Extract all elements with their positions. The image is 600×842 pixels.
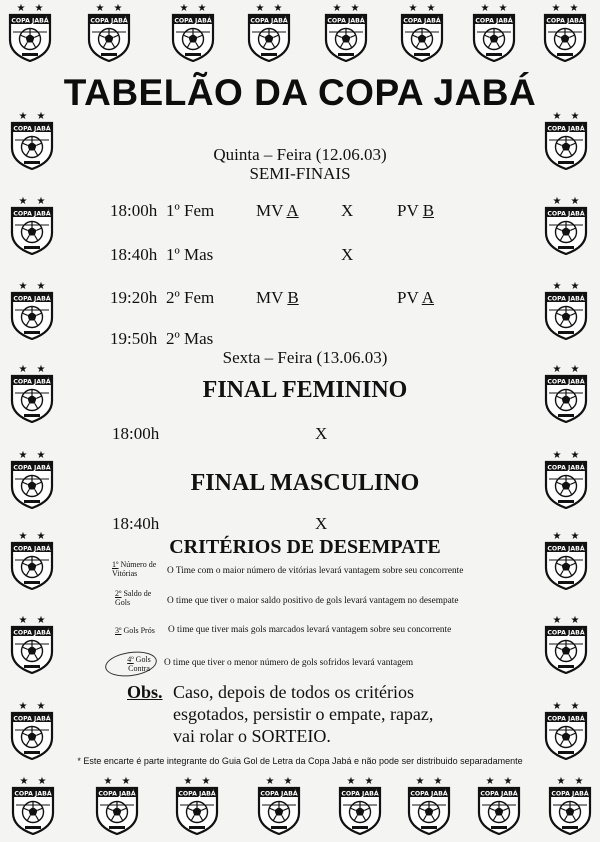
svg-text:★: ★ [498, 3, 508, 14]
svg-text:COPA JABÁ: COPA JABÁ [13, 125, 51, 133]
copa-jaba-logo [168, 2, 218, 62]
svg-text:COPA JABÁ: COPA JABÁ [13, 378, 51, 386]
svg-text:COPA JABÁ: COPA JABÁ [475, 17, 513, 25]
semi-time: 18:00h [110, 201, 158, 220]
svg-text:★: ★ [570, 364, 580, 375]
footnote: * Este encarte é parte integrante do Guia Gol de Letra da Copa Jabá e não pode ser distribuido separadamente [77, 756, 523, 766]
svg-text:★: ★ [364, 776, 374, 787]
copa-jaba-logo [321, 2, 371, 62]
semi-time: 19:20h [110, 288, 158, 307]
svg-text:★: ★ [552, 531, 562, 542]
criteria-label: Gols Prós [123, 626, 155, 635]
svg-text:★: ★ [36, 196, 46, 207]
semi-time: 19:50h [110, 329, 158, 348]
copa-jaba-logo [7, 110, 57, 170]
svg-text:★: ★ [552, 364, 562, 375]
copa-jaba-logo [469, 2, 519, 62]
team-a: MV [256, 201, 284, 220]
svg-text:★: ★ [36, 701, 46, 712]
svg-text:COPA JABÁ: COPA JABÁ [13, 295, 51, 303]
copa-jaba-logo [7, 449, 57, 509]
copa-jaba-logo [541, 530, 591, 590]
svg-text:COPA JABÁ: COPA JABÁ [178, 790, 216, 798]
copa-jaba-logo [541, 449, 591, 509]
criteria-num: 3º [115, 626, 122, 635]
semi-time: 18:40h [110, 245, 158, 264]
copa-jaba-logo [541, 280, 591, 340]
svg-text:COPA JABÁ: COPA JABÁ [14, 790, 52, 798]
svg-text:★: ★ [570, 531, 580, 542]
page-title: TABELÃO DA COPA JABÁ [63, 72, 537, 113]
svg-text:★: ★ [570, 615, 580, 626]
svg-text:★: ★ [552, 701, 562, 712]
criteria-label: Gols Contra [128, 655, 151, 673]
obs-line-2: esgotados, persistir o empate, rapaz, [173, 704, 434, 724]
svg-text:★: ★ [569, 3, 579, 14]
svg-text:★: ★ [183, 776, 193, 787]
svg-text:COPA JABÁ: COPA JABÁ [547, 629, 585, 637]
svg-text:★: ★ [18, 196, 28, 207]
svg-text:COPA JABÁ: COPA JABÁ [341, 790, 379, 798]
criteria-label: Número de Vitórias [112, 560, 157, 578]
obs-label: Obs. [127, 682, 163, 702]
obs-line-1: Caso, depois de todos os critérios [173, 682, 414, 702]
svg-text:★: ★ [283, 776, 293, 787]
criteria-label: Saldo de Gols [115, 589, 152, 607]
svg-text:★: ★ [19, 776, 29, 787]
semi-category: 1º Fem [166, 201, 215, 220]
svg-text:★: ★ [18, 531, 28, 542]
criteria-text: O time que tiver mais gols marcados levará vantagem sobre seu concorrente [168, 625, 452, 635]
svg-text:★: ★ [574, 776, 584, 787]
svg-text:COPA JABÁ: COPA JABÁ [98, 790, 136, 798]
team-a-group: A [286, 201, 299, 220]
copa-jaba-logo [8, 775, 58, 835]
copa-jaba-logo [172, 775, 222, 835]
team-b: PV [397, 201, 419, 220]
svg-text:COPA JABÁ: COPA JABÁ [13, 629, 51, 637]
svg-text:★: ★ [121, 776, 131, 787]
svg-text:★: ★ [34, 3, 44, 14]
final-fem-time: 18:00h [112, 424, 160, 443]
svg-text:★: ★ [18, 450, 28, 461]
semi-category: 1º Mas [166, 245, 214, 264]
svg-text:★: ★ [103, 776, 113, 787]
svg-text:★: ★ [415, 776, 425, 787]
svg-text:COPA JABÁ: COPA JABÁ [480, 790, 518, 798]
svg-text:COPA JABÁ: COPA JABÁ [11, 17, 49, 25]
svg-text:COPA JABÁ: COPA JABÁ [403, 17, 441, 25]
copa-jaba-logo [541, 614, 591, 674]
svg-text:COPA JABÁ: COPA JABÁ [547, 715, 585, 723]
criteria-text: O time que tiver o maior saldo positivo de gols levará vantagem no desempate [167, 596, 459, 606]
copa-jaba-logo [7, 280, 57, 340]
copa-jaba-logo [7, 700, 57, 760]
svg-text:★: ★ [95, 3, 105, 14]
svg-text:COPA JABÁ: COPA JABÁ [13, 464, 51, 472]
criteria-heading: CRITÉRIOS DE DESEMPATE [169, 536, 441, 558]
svg-text:COPA JABÁ: COPA JABÁ [547, 210, 585, 218]
svg-text:★: ★ [570, 450, 580, 461]
copa-jaba-logo [541, 110, 591, 170]
svg-text:★: ★ [552, 196, 562, 207]
svg-text:COPA JABÁ: COPA JABÁ [547, 125, 585, 133]
svg-text:★: ★ [480, 3, 490, 14]
svg-text:★: ★ [18, 281, 28, 292]
svg-text:★: ★ [36, 111, 46, 122]
semi-category: 2º Fem [166, 288, 215, 307]
copa-jaba-logo [7, 614, 57, 674]
final-fem-heading: FINAL FEMININO [202, 377, 408, 403]
svg-text:★: ★ [113, 3, 123, 14]
team-b-group: B [422, 201, 435, 220]
criteria-text: O Time com o maior número de vitórias levará vantagem sobre seu concorrente [167, 566, 464, 576]
copa-jaba-logo [541, 363, 591, 423]
svg-text:COPA JABÁ: COPA JABÁ [13, 715, 51, 723]
criteria-text: O time que tiver o menor número de gols sofridos levará vantagem [164, 658, 414, 668]
final-mas-time: 18:40h [112, 514, 160, 533]
copa-jaba-logo [84, 2, 134, 62]
svg-text:COPA JABÁ: COPA JABÁ [260, 790, 298, 798]
final-mas-versus: X [315, 514, 328, 533]
copa-jaba-logo [540, 2, 590, 62]
copa-jaba-logo [474, 775, 524, 835]
copa-jaba-logo [5, 2, 55, 62]
svg-text:★: ★ [201, 776, 211, 787]
svg-text:COPA JABÁ: COPA JABÁ [551, 790, 589, 798]
copa-jaba-logo [335, 775, 385, 835]
svg-text:★: ★ [570, 111, 580, 122]
svg-text:★: ★ [16, 3, 26, 14]
svg-text:★: ★ [552, 111, 562, 122]
svg-text:★: ★ [408, 3, 418, 14]
svg-text:★: ★ [36, 281, 46, 292]
copa-jaba-logo [244, 2, 294, 62]
semi-category: 2º Mas [166, 329, 214, 348]
svg-text:★: ★ [36, 531, 46, 542]
copa-jaba-logo [254, 775, 304, 835]
svg-text:★: ★ [18, 701, 28, 712]
day1-stage: SEMI-FINAIS [249, 164, 351, 183]
svg-text:COPA JABÁ: COPA JABÁ [547, 378, 585, 386]
svg-text:★: ★ [346, 776, 356, 787]
copa-jaba-logo [541, 700, 591, 760]
svg-text:★: ★ [332, 3, 342, 14]
versus: X [341, 245, 354, 264]
copa-jaba-logo [397, 2, 447, 62]
copa-jaba-logo [541, 195, 591, 255]
svg-text:COPA JABÁ: COPA JABÁ [13, 210, 51, 218]
copa-jaba-logo [7, 530, 57, 590]
team-b-group: A [421, 288, 435, 307]
svg-text:★: ★ [37, 776, 47, 787]
svg-text:COPA JABÁ: COPA JABÁ [13, 545, 51, 553]
svg-text:COPA JABÁ: COPA JABÁ [547, 545, 585, 553]
svg-text:★: ★ [273, 3, 283, 14]
svg-text:★: ★ [350, 3, 360, 14]
svg-text:COPA JABÁ: COPA JABÁ [547, 464, 585, 472]
criteria-num: 4º [127, 655, 134, 664]
copa-jaba-logo [7, 363, 57, 423]
svg-text:★: ★ [570, 701, 580, 712]
svg-text:★: ★ [426, 3, 436, 14]
obs-line-3: vai rolar o SORTEIO. [173, 726, 331, 746]
team-a: MV [256, 288, 284, 307]
day2-label: Sexta – Feira (13.06.03) [222, 348, 388, 367]
team-a-group: B [287, 288, 299, 307]
final-fem-versus: X [315, 424, 328, 443]
svg-text:★: ★ [570, 196, 580, 207]
svg-text:★: ★ [18, 111, 28, 122]
svg-text:COPA JABÁ: COPA JABÁ [327, 17, 365, 25]
svg-text:★: ★ [265, 776, 275, 787]
svg-text:★: ★ [570, 281, 580, 292]
svg-text:★: ★ [36, 615, 46, 626]
criteria-num: 2º [115, 589, 122, 598]
svg-text:★: ★ [552, 450, 562, 461]
copa-jaba-logo [404, 775, 454, 835]
svg-text:★: ★ [551, 3, 561, 14]
svg-text:COPA JABÁ: COPA JABÁ [90, 17, 128, 25]
svg-text:★: ★ [556, 776, 566, 787]
team-b: PV [397, 288, 419, 307]
svg-text:★: ★ [18, 364, 28, 375]
svg-text:★: ★ [179, 3, 189, 14]
copa-jaba-logo [7, 195, 57, 255]
svg-text:COPA JABÁ: COPA JABÁ [546, 17, 584, 25]
svg-text:★: ★ [433, 776, 443, 787]
svg-text:COPA JABÁ: COPA JABÁ [410, 790, 448, 798]
svg-text:COPA JABÁ: COPA JABÁ [250, 17, 288, 25]
final-mas-heading: FINAL MASCULINO [190, 470, 420, 496]
svg-text:★: ★ [552, 281, 562, 292]
svg-text:★: ★ [503, 776, 513, 787]
day1-label: Quinta – Feira (12.06.03) [213, 145, 387, 164]
copa-jaba-logo [92, 775, 142, 835]
svg-text:★: ★ [36, 364, 46, 375]
versus: X [341, 201, 354, 220]
svg-text:★: ★ [18, 615, 28, 626]
copa-jaba-logo [545, 775, 595, 835]
svg-text:COPA JABÁ: COPA JABÁ [547, 295, 585, 303]
criteria-num: 1º [112, 560, 119, 569]
svg-text:★: ★ [255, 3, 265, 14]
svg-text:COPA JABÁ: COPA JABÁ [174, 17, 212, 25]
svg-text:★: ★ [197, 3, 207, 14]
svg-text:★: ★ [36, 450, 46, 461]
svg-text:★: ★ [485, 776, 495, 787]
svg-text:★: ★ [552, 615, 562, 626]
